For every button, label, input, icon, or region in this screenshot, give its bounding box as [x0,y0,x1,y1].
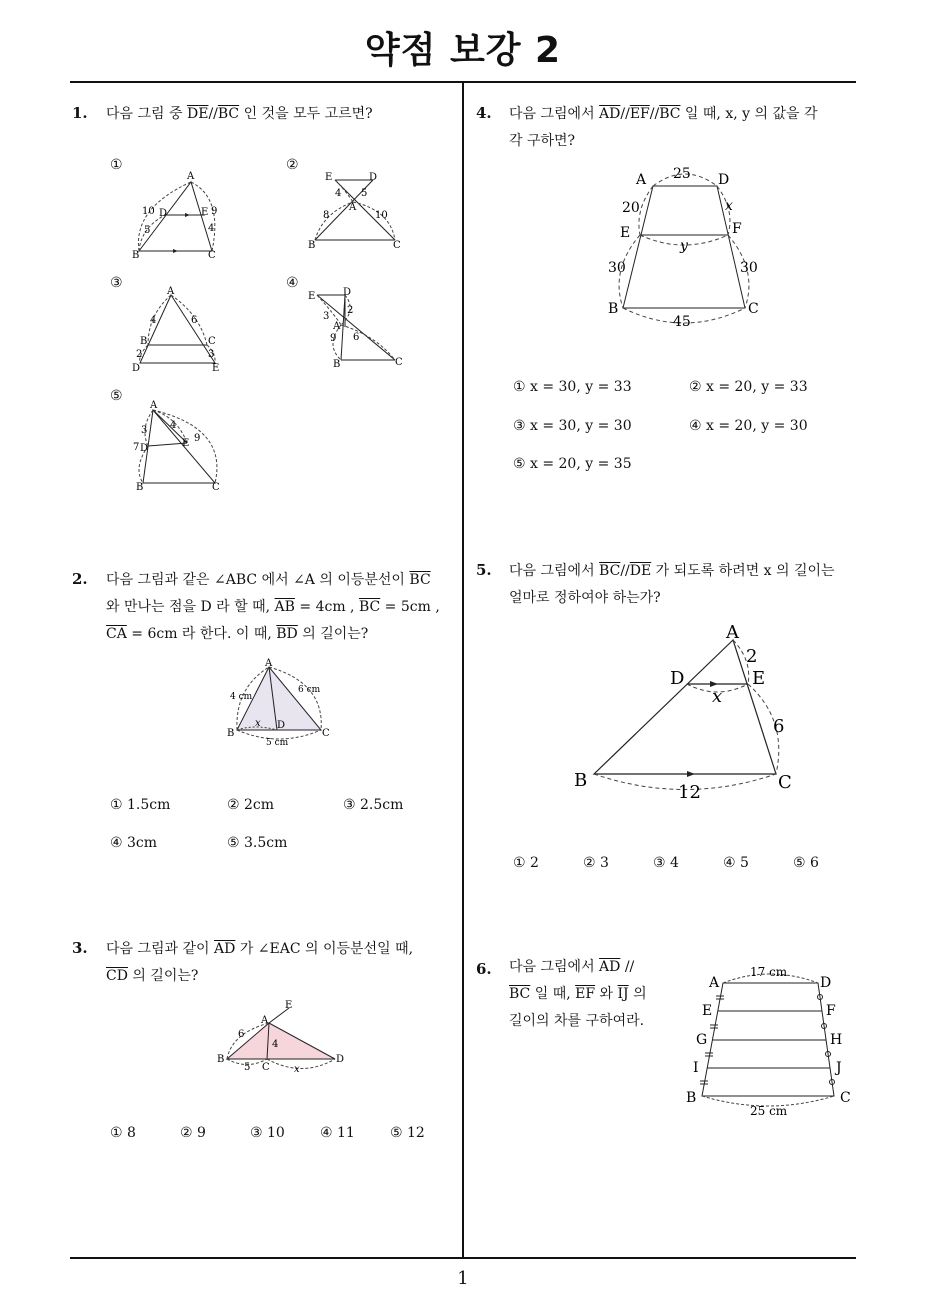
label-2: 2 [347,305,354,316]
label-G: G [696,1032,708,1048]
label-x: x [294,1064,300,1075]
label-E: E [620,225,631,241]
label-12: 12 [678,782,701,803]
label-D: D [132,363,141,374]
label-A: A [167,286,175,297]
label-x: x [255,718,261,729]
label-6: 6 [773,716,785,737]
label-6cm: 6 cm [298,685,321,695]
label-4: 4 [272,1039,279,1050]
label-5: 5 [361,188,368,199]
label-A: A [709,975,720,991]
q1-figure-1 [125,168,230,263]
label-x: x [712,686,723,707]
label-6: 6 [191,315,198,326]
label-3: 3 [208,349,215,360]
label-H: H [830,1032,843,1048]
label-C: C [262,1062,270,1073]
page-title: 약점 보강 2 [364,30,562,71]
q1-option-5-mark: ⑤ [110,388,123,404]
bottom-rule [70,1257,856,1259]
label-5: 5 [144,225,151,236]
label-D: D [159,208,168,219]
label-C: C [212,482,220,493]
label-5cm: 5 cm [266,738,289,748]
label-F: F [732,221,742,237]
q2-choice-3[interactable]: ③ 2.5cm [343,797,404,813]
label-C: C [393,240,401,251]
label-9: 9 [211,206,218,217]
q5-choice-4[interactable]: ④ 5 [723,855,749,871]
label-B: B [608,301,619,317]
q3-number: 3. [72,939,88,957]
q4-figure [600,160,775,330]
label-F: F [826,1003,836,1019]
q4-number: 4. [476,104,492,122]
label-A: A [333,321,341,332]
label-B: B [333,359,341,370]
label-30-left: 30 [608,260,626,276]
label-A: A [261,1015,269,1026]
label-C: C [322,728,330,739]
q5-choice-3[interactable]: ③ 4 [653,855,679,871]
label-I: I [693,1060,699,1076]
q1-option-1-mark: ① [110,157,123,173]
label-D: D [670,668,685,689]
label-B: B [227,728,235,739]
q4-choice-1[interactable]: ① x = 30, y = 33 [513,379,632,395]
q1-figure-2 [305,168,410,253]
q3-choice-3[interactable]: ③ 10 [250,1125,285,1141]
label-10: 10 [142,206,155,217]
label-6: 6 [353,332,360,343]
label-A: A [349,202,357,213]
label-y: y [680,238,688,254]
label-E: E [182,438,190,449]
label-B: B [140,336,148,347]
label-B: B [217,1054,225,1065]
label-J: J [836,1060,842,1076]
q1-option-4-mark: ④ [286,275,299,291]
label-E: E [308,291,316,302]
q4-choice-4[interactable]: ④ x = 20, y = 30 [689,418,808,434]
label-C: C [208,336,216,347]
label-A: A [187,171,195,182]
label-5: 5 [244,1062,251,1073]
q1-number: 1. [72,104,88,122]
q3-figure [212,998,352,1078]
label-3: 3 [141,425,148,436]
q3-choice-1[interactable]: ① 8 [110,1125,136,1141]
label-E: E [702,1003,713,1019]
label-D: D [820,975,832,991]
label-D: D [718,172,730,188]
label-9: 9 [330,333,337,344]
label-25: 25 [673,166,691,182]
column-divider [462,83,464,1258]
label-x: x [725,198,733,214]
q2-figure [225,658,340,748]
label-B: B [136,482,144,493]
q2-choice-2[interactable]: ② 2cm [227,797,275,813]
q4-choice-2[interactable]: ② x = 20, y = 33 [689,379,808,395]
label-C: C [748,301,759,317]
label-B: B [308,240,316,251]
q2-choice-4[interactable]: ④ 3cm [110,835,158,851]
label-2: 2 [746,646,758,667]
label-A: A [726,622,739,643]
q1-figure-5 [128,398,228,496]
label-D: D [336,1054,345,1065]
label-B: B [686,1090,697,1106]
q5-choice-1[interactable]: ① 2 [513,855,539,871]
label-B: B [132,250,140,261]
label-C: C [840,1090,851,1106]
label-E: E [752,668,766,689]
q6-text: 다음 그림에서 $\overline{AD}$ // $\overline{BC}$ 일 때, $\overline{EF}$ 와 $\overline{IJ}$ 의 길이의 차를 구하여라. [509,959,647,1029]
q1-option-2-mark: ② [286,157,299,173]
q5-choice-2[interactable]: ② 3 [583,855,609,871]
label-D: D [369,172,378,183]
label-30-right: 30 [740,260,758,276]
label-4: 4 [170,420,177,431]
label-D: D [140,443,149,454]
q1-figure-4 [305,285,410,375]
q2-text: 다음 그림과 같은 ∠ABC 에서 ∠A 의 이등분선이 $\overline{BC}$ 와 만나는 점을 D 라 할 때, $\overline{AB} = 4cm$ , $\overline{BC} = 5cm$ , $\overline{CA} = 6cm$ 라 한다. 이 때, $\overline{BD}$ 의 길이는? [106,572,440,642]
label-3: 3 [323,311,330,322]
label-17cm: 17 cm [750,965,788,979]
q2-choice-1[interactable]: ① 1.5cm [110,797,171,813]
label-25cm: 25 cm [750,1104,788,1118]
label-4cm: 4 cm [230,692,253,702]
q5-figure [570,620,800,805]
label-E: E [212,363,220,374]
q1-option-3-mark: ③ [110,275,123,291]
q3-choice-5[interactable]: ⑤ 12 [390,1125,425,1141]
label-A: A [636,172,647,188]
q3-text: 다음 그림과 같이 $\overline{AD}$ 가 ∠EAC 의 이등분선일 때, $\overline{CD}$ 의 길이는? [106,941,414,984]
label-7: 7 [133,442,140,453]
label-4: 4 [150,315,157,326]
label-E: E [325,172,333,183]
q5-number: 5. [476,561,492,579]
q5-text: 다음 그림에서 $\overline{BC}//\overline{DE}$ 가 되도록 하려면 x 의 길이는 얼마로 정하여야 하는가? [509,563,835,606]
q5-choice-5[interactable]: ⑤ 6 [793,855,819,871]
label-C: C [395,357,403,368]
label-4: 4 [335,188,342,199]
label-E: E [285,1000,293,1011]
q6-figure [680,960,860,1120]
label-B: B [574,770,588,791]
label-A: A [150,400,158,411]
q4-choice-5[interactable]: ⑤ x = 20, y = 35 [513,456,632,472]
q3-choice-2[interactable]: ② 9 [180,1125,206,1141]
label-D: D [343,287,352,298]
label-6: 6 [238,1029,245,1040]
label-2: 2 [136,349,143,360]
label-8: 8 [323,210,330,221]
page-number: 1 [457,1268,469,1289]
q1-figure-3 [128,285,228,375]
q4-choice-3[interactable]: ③ x = 30, y = 30 [513,418,632,434]
label-45: 45 [673,314,691,330]
label-4: 4 [208,223,215,234]
label-C: C [208,250,216,261]
label-20: 20 [622,200,640,216]
q4-text: 다음 그림에서 $\overline{AD}//\overline{EF}//\overline{BC}$ 일 때, x, y 의 값을 각 각 구하면? [509,106,818,149]
q3-choice-4[interactable]: ④ 11 [320,1125,355,1141]
label-E: E [201,207,209,218]
label-9: 9 [194,433,201,444]
label-D: D [277,720,286,731]
label-C: C [778,772,792,793]
label-10: 10 [375,210,388,221]
label-A: A [265,658,273,669]
q2-number: 2. [72,570,88,588]
q1-text: 다음 그림 중 $\overline{DE}//\overline{BC}$ 인 것을 모두 고르면? [106,106,373,122]
q2-choice-5[interactable]: ⑤ 3.5cm [227,835,288,851]
q6-number: 6. [476,960,492,978]
